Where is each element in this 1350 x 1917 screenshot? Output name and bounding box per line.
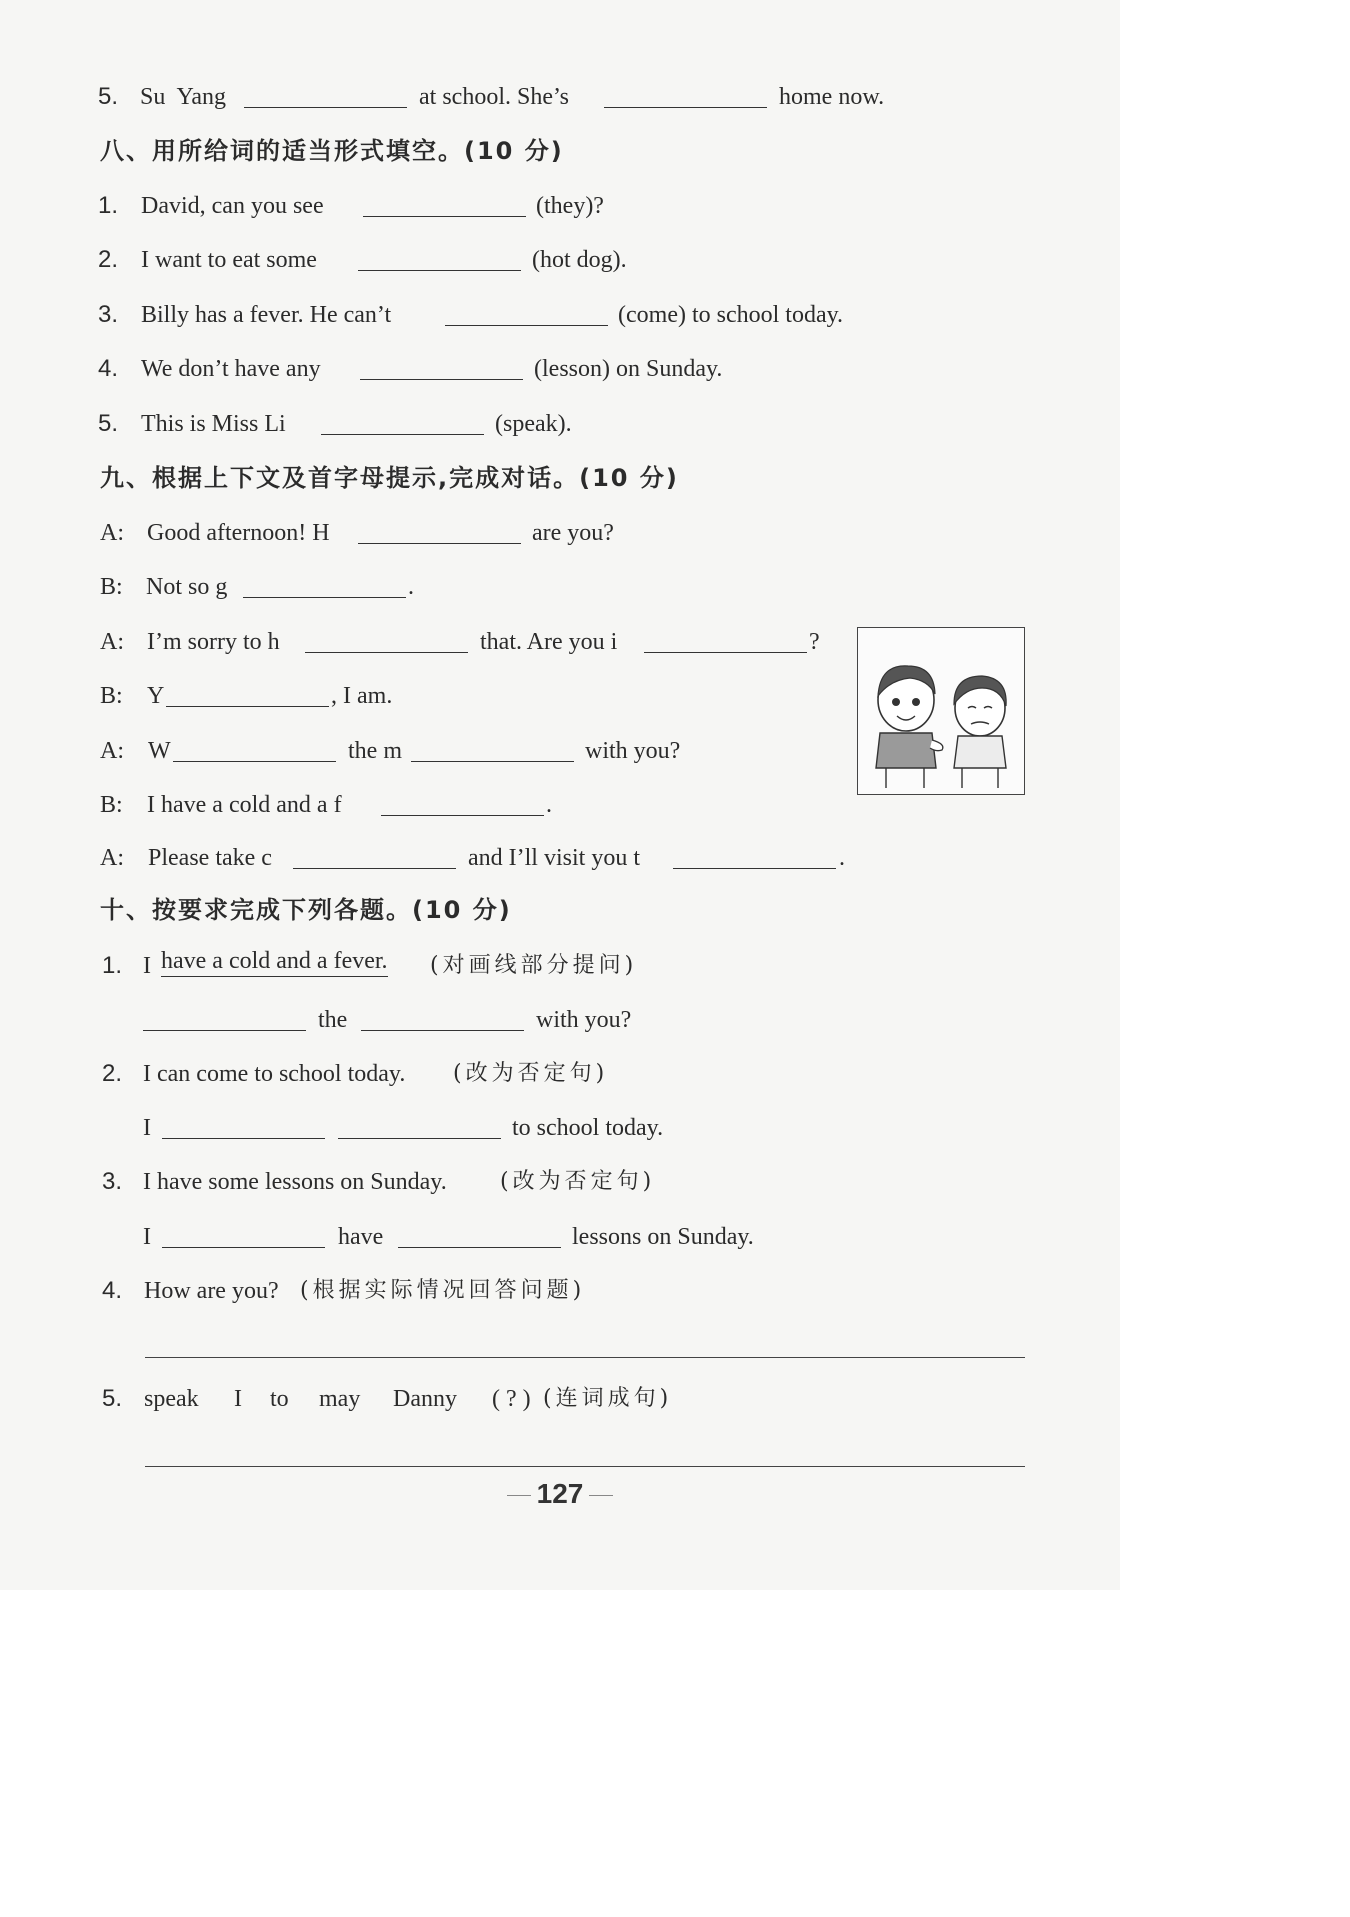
question-number: 5. <box>98 83 119 110</box>
question-text: Billy has a fever. He can’t <box>141 302 392 328</box>
answer-text: to school today. <box>512 1115 664 1141</box>
answer-text: I <box>143 1224 151 1250</box>
dialog-text: that. Are you i <box>480 629 618 655</box>
dialog-text: are you? <box>532 520 614 546</box>
answer-blank[interactable] <box>305 652 468 653</box>
section-heading <box>0 890 1120 930</box>
question-number: 1. <box>102 952 123 979</box>
answer-text: lessons on Sunday. <box>572 1224 754 1250</box>
dialog-line <box>0 567 1120 607</box>
answer-blank[interactable] <box>143 1030 306 1031</box>
answer-blank[interactable] <box>361 1030 524 1031</box>
scrambled-word: speak <box>144 1386 199 1412</box>
answer-blank[interactable] <box>338 1138 501 1139</box>
question-hint: (they)? <box>536 193 604 219</box>
question-hint: (come) to school today. <box>618 302 844 328</box>
scrambled-word: to <box>270 1386 289 1412</box>
dialog-text: Y <box>147 683 165 709</box>
answer-text: I <box>143 1115 151 1141</box>
answer-row <box>0 1000 1120 1040</box>
answer-blank[interactable] <box>363 216 526 217</box>
answer-blank[interactable] <box>162 1247 325 1248</box>
question-row <box>0 404 1120 444</box>
question-hint: (speak). <box>495 411 572 437</box>
dialog-text: Not so g <box>146 574 228 600</box>
answer-blank[interactable] <box>293 868 456 869</box>
answer-row <box>0 1217 1120 1257</box>
section-10-heading: 十、按要求完成下列各题。(10 分) <box>100 896 512 924</box>
dialog-text: and I’ll visit you t <box>468 845 640 871</box>
question-number: 4. <box>98 355 119 382</box>
page-number <box>0 1478 1120 1510</box>
dialog-text: with you? <box>585 738 681 764</box>
question-number: 1. <box>98 192 119 219</box>
answer-blank[interactable] <box>358 270 521 271</box>
question-instruction: (改为否定句) <box>453 1061 609 1086</box>
dialog-text: I’m sorry to h <box>147 629 280 655</box>
question-text: home now. <box>779 84 885 110</box>
answer-blank[interactable] <box>162 1138 325 1139</box>
scrambled-word: may <box>319 1386 361 1412</box>
answer-blank[interactable] <box>358 543 521 544</box>
answer-row <box>0 1108 1120 1148</box>
question-text: I want to eat some <box>141 247 317 273</box>
question-number: 2. <box>98 246 119 273</box>
dialog-line <box>0 513 1120 553</box>
scrambled-punctuation: ( ? ) <box>492 1386 531 1412</box>
answer-blank[interactable] <box>360 379 523 380</box>
question-row <box>0 946 1120 986</box>
question-text: This is Miss Li <box>141 411 286 437</box>
scrambled-word: I <box>234 1386 242 1412</box>
question-text: We don’t have any <box>141 356 321 382</box>
question-row <box>0 295 1120 335</box>
section-8-heading: 八、用所给词的适当形式填空。(10 分) <box>100 137 564 165</box>
underlined-phrase: have a cold and a fever. <box>161 946 388 977</box>
speaker-label: B: <box>100 792 123 818</box>
dialog-text: , I am. <box>331 683 393 709</box>
speaker-label: A: <box>100 520 124 546</box>
dialog-text: . <box>408 574 414 600</box>
question-row <box>0 1271 1120 1311</box>
answer-line[interactable] <box>145 1357 1025 1358</box>
scrambled-word: Danny <box>393 1386 457 1412</box>
answer-text: have <box>338 1224 384 1250</box>
question-text: I can come to school today. <box>143 1061 406 1087</box>
answer-blank[interactable] <box>321 434 484 435</box>
page-number-dash <box>589 1495 613 1496</box>
question-row <box>0 240 1120 280</box>
question-row <box>0 77 1120 117</box>
dialog-text: Good afternoon! H <box>147 520 330 546</box>
question-number: 3. <box>102 1168 123 1195</box>
question-row <box>0 1162 1120 1202</box>
two-boys-illustration-icon <box>858 628 1024 794</box>
answer-blank[interactable] <box>673 868 836 869</box>
dialog-text: ? <box>809 629 820 655</box>
question-text: David, can you see <box>141 193 324 219</box>
question-row <box>0 1054 1120 1094</box>
answer-text: with you? <box>536 1007 632 1033</box>
page-number-dash <box>507 1495 531 1496</box>
dialog-text: . <box>839 845 845 871</box>
question-instruction: (改为否定句) <box>500 1169 656 1194</box>
speaker-label: B: <box>100 683 123 709</box>
dialog-text: . <box>546 792 552 818</box>
answer-blank[interactable] <box>604 107 767 108</box>
section-heading <box>0 458 1120 498</box>
question-row <box>0 186 1120 226</box>
question-number: 2. <box>102 1060 123 1087</box>
answer-blank[interactable] <box>381 815 544 816</box>
question-text: I <box>143 953 157 979</box>
answer-blank[interactable] <box>243 597 406 598</box>
answer-text: the <box>318 1007 348 1033</box>
question-number: 3. <box>98 301 119 328</box>
section-9-heading: 九、根据上下文及首字母提示,完成对话。(10 分) <box>100 464 679 492</box>
dialog-text: I have a cold and a f <box>147 792 342 818</box>
answer-blank[interactable] <box>166 706 329 707</box>
question-instruction: (连词成句) <box>543 1386 673 1411</box>
speaker-label: B: <box>100 574 123 600</box>
question-number: 4. <box>102 1277 123 1304</box>
answer-blank[interactable] <box>644 652 807 653</box>
question-hint: (lesson) on Sunday. <box>534 356 723 382</box>
page-number-text: 127 <box>536 1478 584 1509</box>
answer-blank[interactable] <box>411 761 574 762</box>
answer-blank[interactable] <box>173 761 336 762</box>
question-hint: (hot dog). <box>532 247 627 273</box>
speaker-label: A: <box>100 629 124 655</box>
speaker-label: A: <box>100 738 124 764</box>
question-number: 5. <box>98 410 119 437</box>
section-heading <box>0 131 1120 171</box>
answer-blank[interactable] <box>244 107 407 108</box>
answer-blank[interactable] <box>445 325 608 326</box>
answer-blank[interactable] <box>398 1247 561 1248</box>
question-text: I have some lessons on Sunday. <box>143 1169 447 1195</box>
dialog-text: Please take c <box>148 845 272 871</box>
question-text: How are you? <box>144 1278 279 1304</box>
question-instruction: (根据实际情况回答问题) <box>300 1278 586 1303</box>
two-boys-illustration <box>857 627 1025 795</box>
question-text: at school. She’s <box>419 84 569 110</box>
question-instruction: (对画线部分提问) <box>430 953 638 978</box>
dialog-text: W <box>148 738 171 764</box>
question-text: Su Yang <box>140 84 227 110</box>
answer-line[interactable] <box>145 1466 1025 1467</box>
question-row <box>0 1379 1120 1419</box>
speaker-label: A: <box>100 845 124 871</box>
question-row <box>0 349 1120 389</box>
question-number: 5. <box>102 1385 123 1412</box>
dialog-line <box>0 838 1120 878</box>
dialog-text: the m <box>348 738 402 764</box>
